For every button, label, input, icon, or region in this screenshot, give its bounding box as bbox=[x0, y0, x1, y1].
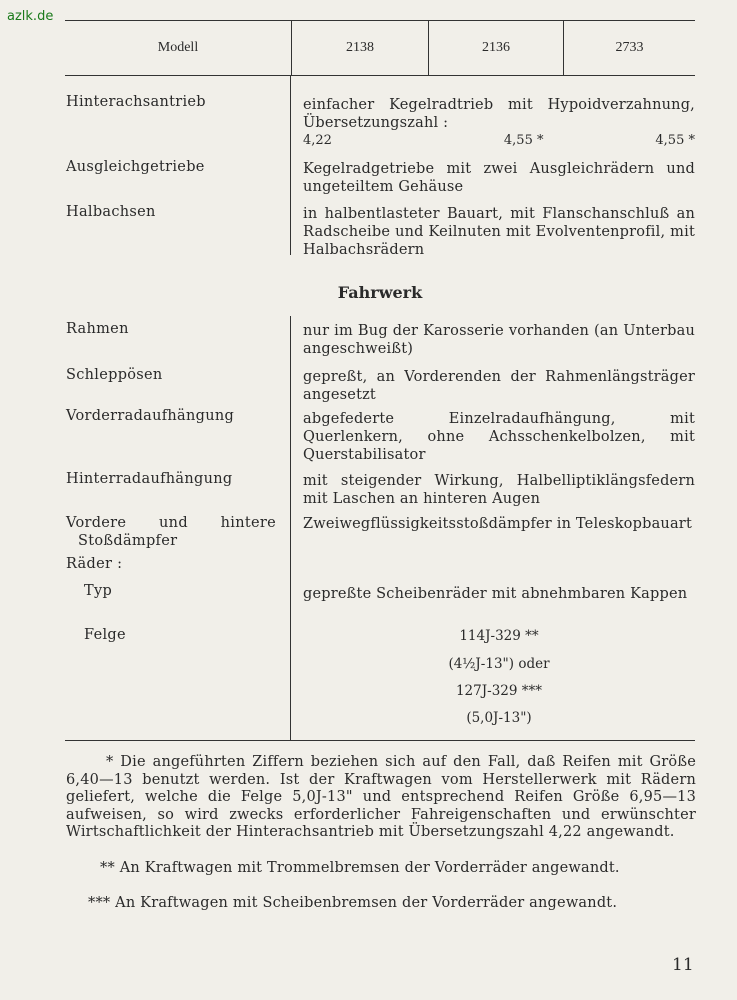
rim-value-4: (5,0J-13") bbox=[466, 710, 532, 726]
ratio-row bbox=[303, 133, 695, 148]
value-tow-eyes: gepreßt, an Vorderenden der Rahmenlängsträger angesetzt bbox=[303, 369, 695, 403]
label-half-shafts: Halbachsen bbox=[66, 204, 156, 220]
model-header-2138: 2138 bbox=[292, 21, 429, 75]
label-frame: Rahmen bbox=[66, 321, 129, 337]
rim-value-1: 114J-329 ** bbox=[459, 628, 539, 644]
label-wheels: Räder : bbox=[66, 556, 123, 572]
model-header-row bbox=[65, 20, 695, 76]
ratio-2136: 4,55 * bbox=[503, 133, 544, 148]
section-title: Fahrwerk bbox=[337, 283, 423, 302]
column-divider-top bbox=[290, 75, 291, 255]
label-shock-absorbers-line1: Vordere und hintere bbox=[66, 515, 276, 531]
label-shock-absorbers-line2: Stoßdämpfer bbox=[78, 533, 178, 549]
table-bottom-rule bbox=[65, 740, 695, 741]
watermark: azlk.de bbox=[7, 9, 54, 24]
value-frame: nur im Bug der Karosserie vorhanden (an Unterbau angeschweißt) bbox=[303, 323, 695, 357]
ratio-2733: 4,55 * bbox=[655, 133, 695, 148]
column-divider-bottom bbox=[290, 316, 291, 740]
model-header-label: Modell bbox=[65, 21, 292, 75]
label-wheel-type: Typ bbox=[84, 583, 113, 599]
rim-value-2: (4½J-13") oder bbox=[448, 656, 550, 672]
footnote-1: * Die angeführten Ziffern beziehen sich auf den Fall, daß Reifen mit Größe 6,40—13 benutzt werden. Ist der Kraftwagen vom Herstellerwerk mit Rädern geliefert, welche die Felge 5,0J-13" und entsprechend Reifen Größe 6,95—13 aufweisen, so wird zwecks erforderlicher Fahreigenschaften und erwünschter Wirtschaftlichkeit der Hinterachsantrieb mit Übersetzungszahl 4,22 angewandt. bbox=[66, 754, 696, 840]
value-differential: Kegelradgetriebe mit zwei Ausgleichrädern und ungeteiltem Gehäuse bbox=[303, 161, 695, 195]
footnote-2: ** An Kraftwagen mit Trommelbremsen der Vorderräder angewandt. bbox=[100, 860, 620, 876]
model-header-2733: 2733 bbox=[615, 40, 644, 55]
value-rear-axle-drive: einfacher Kegelradtrieb mit Hypoidverzahnung, Übersetzungszahl : bbox=[303, 97, 695, 131]
footnote-3: *** An Kraftwagen mit Scheibenbremsen der Vorderräder angewandt. bbox=[88, 895, 618, 911]
value-rear-suspension: mit steigender Wirkung, Halbelliptiklängsfedern mit Laschen an hinteren Augen bbox=[303, 473, 695, 507]
label-differential: Ausgleichgetriebe bbox=[66, 159, 205, 175]
page-number: 11 bbox=[672, 955, 694, 975]
label-rear-axle-drive: Hinterachsantrieb bbox=[66, 94, 206, 110]
label-rim: Felge bbox=[84, 627, 126, 643]
ratio-2138: 4,22 bbox=[303, 133, 332, 148]
label-rear-suspension: Hinterradaufhängung bbox=[66, 471, 233, 487]
model-header-2136: 2136 bbox=[429, 21, 564, 75]
rim-value-3: 127J-329 *** bbox=[455, 683, 543, 699]
value-shock-absorbers: Zweiwegflüssigkeitsstoßdämpfer in Teleskopbauart bbox=[303, 516, 692, 532]
value-wheel-type: gepreßte Scheibenräder mit abnehmbaren Kappen bbox=[303, 586, 688, 602]
label-tow-eyes: Schleppösen bbox=[66, 367, 163, 383]
label-front-suspension: Vorderradaufhängung bbox=[66, 408, 235, 424]
value-half-shafts: in halbentlasteter Bauart, mit Flanschanschluß an Radscheibe und Keilnuten mit Evolventenprofil, mit Halbachsrädern bbox=[303, 206, 695, 258]
value-front-suspension: abgefederte Einzelradaufhängung, mit Querlenkern, ohne Achsschenkelbolzen, mit Querstabilisator bbox=[303, 411, 695, 463]
